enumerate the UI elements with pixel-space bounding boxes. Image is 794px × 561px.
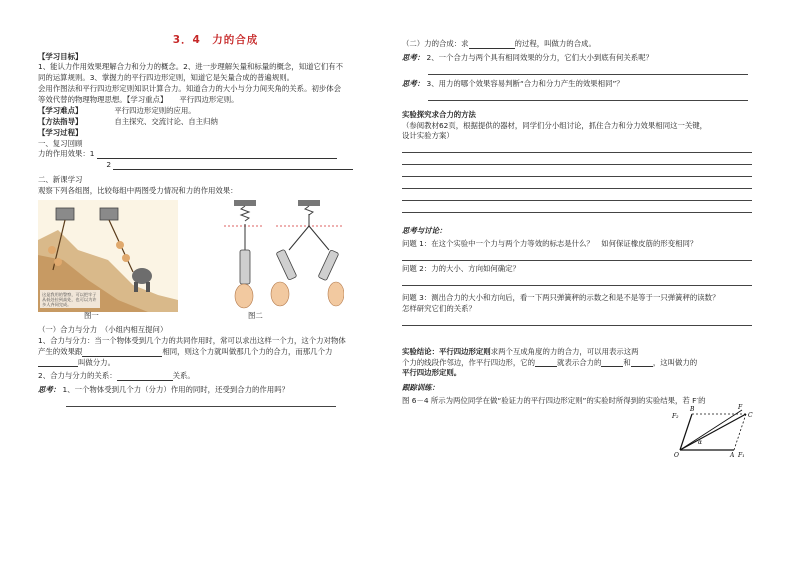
review-heading: 一、复习回顾 [38,138,83,148]
subsection-1-heading: （一）合力与分力 （小组内相互提问） [38,324,168,334]
label-F1: F₁ [738,452,745,458]
observe-text: 观察下列各组图，比较每组中两图受力情况和力的作用效果： [38,186,238,196]
experiment-answer-line-4[interactable] [402,177,752,189]
experiment-heading: 实验探究求合力的方法 [402,109,476,119]
label-F: F [738,404,743,411]
exercise-heading: 跟踪训练： [402,383,439,393]
definition-blank-1[interactable] [82,349,162,357]
key-point: 平行四边形定则。 [179,95,239,105]
think-label: 思考： [38,385,61,395]
subsection-2b: 的过程，叫做力的合成。 [514,39,596,48]
question-1-answer-line[interactable] [402,249,752,261]
conclusion-line-3: 平行四边形定则。 [402,368,462,378]
method-heading: 【方法指导】 [38,116,83,126]
figure-2-caption: 图二 [248,310,263,320]
conclusion-2b: 就表示合力的 [557,357,602,367]
figure-1-note: 这是我用的警察，可以把牢子从低处拉到高处，也可以为许多人齐同完成。 [42,291,97,308]
goal-line-2: 同的运算规则。3、掌握力的平行四边形定则，知道它是矢量合成的普遍规则。 [38,73,294,83]
relation-line [38,372,393,381]
method-text: 自主探究、交流讨论、自主归纳 [114,116,218,126]
think-3-text: 3、用力的哪个效果容易判断“合力和分力产生的效果相同”？ [426,78,624,88]
conclusion-line-2 [402,359,758,368]
think-2-text: 2、一个合力与两个具有相同效果的分力，它们大小到底有何关系呢？ [426,52,653,62]
right-column [402,38,758,458]
review-line-2 [38,161,393,170]
experiment-answer-line-2[interactable] [402,153,752,165]
conclusion-blank-1[interactable] [535,359,557,367]
definition-line-1: 1、合力与分力：当一个物体受到几个力的共同作用时，常可以求出这样一个力，这个力对物体 [38,335,346,345]
exercise-text: 图 6－4 所示为两位同学在做“验证力的平行四边形定则”的实验时所得到的实验结果，若 F′的 [402,396,706,406]
experiment-answer-line-5[interactable] [402,189,752,201]
question-1: 问题 1：在这个实验中一个力与两个力等效的标志是什么？ 如何保证橡皮筋的形变相同？ [402,239,698,249]
conclusion-blank-2[interactable] [601,359,623,367]
think-label-3: 思考： [402,78,425,88]
label-F2: F₂ [672,413,679,420]
question-3-line-2: 怎样研究它们的关系？ [402,303,476,313]
new-lesson-heading: 二、新课学习 [38,175,83,185]
think-2-line [402,54,758,63]
relation-blank[interactable] [117,373,173,381]
parallelogram-diagram [670,404,754,458]
definition-3: 叫做分力。 [78,357,115,367]
difficult-heading: 【学习难点】 [38,105,83,115]
method-line [38,118,393,127]
review-num-2: 2 [106,160,112,170]
discuss-heading: 思考与讨论： [402,226,447,236]
goal-line-4a: 等效代替的物理物理思想。【学习重点】 [38,95,168,105]
experiment-line-1: （参阅教材62页，根据提供的器材，同学们分小组讨论，抓住合力和分力效果相同这一关键， [402,120,708,130]
process-heading: 【学习过程】 [38,127,83,137]
difficult-text: 平行四边形定则的应用。 [114,105,196,115]
subsection-2-blank[interactable] [469,41,515,49]
conclusion-2d: ，这叫做力的 [652,357,698,367]
figure-area [38,200,393,322]
definition-2a: 产生的效果跟 [38,346,83,356]
figure-1-caption: 图一 [84,310,99,320]
think-1-answer-line[interactable] [66,395,336,407]
conclusion-blank-3[interactable] [631,359,653,367]
goal-line-1: 1、能认力作用效果理解合力和分力的概念。2、进一步理解矢量和标量的概念，知道它们有不 [38,62,344,72]
think-label-2: 思考： [402,52,425,62]
experiment-answer-line-1[interactable] [402,141,752,153]
question-2: 问题 2：力的大小、方向如何确定？ [402,264,520,273]
review-blank-2[interactable] [113,162,353,170]
label-O: O [674,452,679,458]
think-1-text: 1、一个物体受到几个力（分力）作用的同时，还受到合力的作用吗？ [62,385,289,395]
relation-b: 关系。 [172,371,195,381]
question-2-answer-line[interactable] [402,274,752,286]
relation-a: 2、合力与分力的关系： [38,371,117,381]
subsection-2-line [402,40,758,49]
think-2-answer-line[interactable] [428,63,748,75]
review-line-1 [38,150,393,159]
goal-line-3: 会用作图法和平行四边形定则知识计算合力。知道合力的大小与分力间夹角的关系。初步体会 [38,84,342,94]
label-alpha: α [698,439,703,446]
label-A: A [730,452,735,458]
think-3-line [402,80,758,89]
definition-line-3 [38,359,393,368]
subsection-2a: （二）力的合成：求 [402,39,469,48]
experiment-answer-line-6[interactable] [402,201,752,213]
experiment-answer-line-3[interactable] [402,165,752,177]
difficult-line [38,107,393,116]
think-1-line [38,386,393,395]
goals-heading: 【学习目标】 [38,51,83,61]
left-column [38,34,393,407]
figure-2-illustration [224,200,344,312]
definition-line-2 [38,348,393,357]
review-blank-1[interactable] [97,151,337,159]
label-C: C [748,412,753,419]
question-3-answer-line[interactable] [402,314,752,326]
conclusion-1: 求两个互成角度的力的合力，可以用表示这两 [490,346,639,356]
label-B: B [690,406,695,413]
conclusion-heading: 实验结论：平行四边形定则 [402,346,491,356]
think-3-answer-line[interactable] [428,89,748,101]
conclusion-line-1 [402,348,758,357]
definition-blank-2[interactable] [38,359,78,367]
page-title: 3．4 力的合成 [172,34,259,46]
goal-line-4 [38,96,393,105]
question-3-line-1: 问题 3：测出合力的大小和方向后，看一下两只弹簧秤的示数之和是不是等于一只弹簧秤的读数？ [402,292,720,302]
experiment-line-2: 设计实验方案） [402,131,454,141]
conclusion-2c: 和 [623,357,631,367]
definition-2b: 相同，则这个力就叫做那几个力的合力，而那几个力 [162,346,333,356]
conclusion-2a: 个力的线段作邻边，作平行四边形，它的 [402,357,536,367]
review-label: 力的作用效果：1 [38,149,95,159]
